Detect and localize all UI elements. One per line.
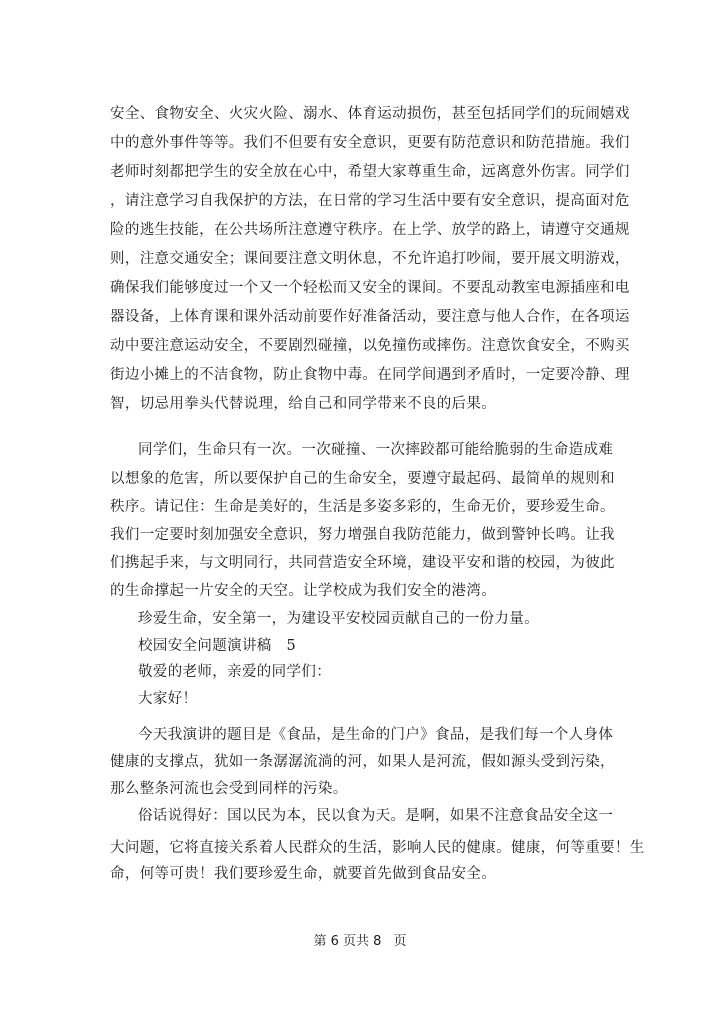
section-heading: 校园安全问题演讲稿 5 <box>138 638 297 654</box>
paragraph4-line: 命，何等可贵！我们要珍爱生命，就要首先做到食品安全。 <box>110 866 497 882</box>
paragraph3-line: 今天我演讲的题目是《食品，是生命的门户》食品，是我们每一个人身体 <box>138 727 614 743</box>
paragraph1-line: 器设备，上体育课和课外活动前要作好准备活动，要注意与他人合作，在各项运 <box>110 309 630 325</box>
paragraph2-line: 同学们，生命只有一次。一次碰撞、一次摔跤都可能给脆弱的生命造成难 <box>138 442 614 458</box>
paragraph1-line: 安全、食物安全、火灾火险、溺水、体育运动损伤，甚至包括同学们的玩闹嬉戏 <box>110 106 630 122</box>
paragraph3-line: 健康的支撑点，犹如一条潺潺流淌的河，如果人是河流，假如源头受到污染， <box>110 754 615 770</box>
paragraph3-line: 那么整条河流也会受到同样的污染。 <box>110 781 348 797</box>
paragraph2-line: 秩序。请记住：生命是美好的，生活是多姿多彩的，生命无价，要珍爱生命。 <box>110 499 615 515</box>
paragraph1-line: 动中要注意运动安全，不要剧烈碰撞，以免撞伤或摔伤。注意饮食安全，不购买 <box>110 338 630 354</box>
greeting: 大家好！ <box>138 691 198 707</box>
paragraph2-line: 的生命撑起一片安全的天空。让学校成为我们安全的港湾。 <box>110 583 497 599</box>
paragraph4-line: 俗话说得好：国以民为本，民以食为天。是啊，如果不注意食品安全这一 <box>138 808 614 824</box>
paragraph1-line: 确保我们能够度过一个又一个轻松而又安全的课间。不要乱动教室电源插座和电 <box>110 280 630 296</box>
paragraph4-line: 大问题，它将直接关系着人民群众的生活，影响人民的健康。健康，何等重要！生 <box>110 840 645 856</box>
salutation: 敬爱的老师，亲爱的同学们： <box>138 664 332 680</box>
paragraph1-line: 则，注意交通安全；课间要注意文明休息，不允许追打吵闹，要开展文明游戏， <box>110 251 630 267</box>
paragraph1-line: ，请注意学习自我保护的方法，在日常的学习生活中要有安全意识，提高面对危 <box>110 193 630 209</box>
page-unit-text: 页 <box>393 934 407 949</box>
paragraph2-line: 们携起手来，与文明同行，共同营造安全环境，建设平安和谐的校园，为彼此 <box>110 555 615 571</box>
paragraph1-line: 险的逃生技能，在公共场所注意遵守秩序。在上学、放学的路上，请遵守交通规 <box>110 222 630 238</box>
paragraph1-line: 智，切忌用拳头代替说理，给自己和同学带来不良的后果。 <box>110 396 497 412</box>
paragraph1-line: 街边小摊上的不洁食物，防止食物中毒。在同学间遇到矛盾时，一定要冷静、理 <box>110 367 630 383</box>
closing-line: 珍爱生命，安全第一，为建设平安校园贡献自己的一份力量。 <box>138 611 539 627</box>
page-footer <box>0 930 720 949</box>
page-number-text: 第 6 页共 8 <box>313 934 382 949</box>
paragraph1-line: 中的意外事件等等。我们不但要有安全意识，更要有防范意识和防范措施。我们 <box>110 135 630 151</box>
paragraph2-line: 我们一定要时刻加强安全意识，努力增强自我防范能力，做到警钟长鸣。让我 <box>110 527 615 543</box>
paragraph2-line: 以想象的危害，所以要保护自己的生命安全，要遵守最起码、最简单的规则和 <box>110 471 615 487</box>
paragraph1-line: 老师时刻都把学生的安全放在心中，希望大家尊重生命，远离意外伤害。同学们 <box>110 164 630 180</box>
